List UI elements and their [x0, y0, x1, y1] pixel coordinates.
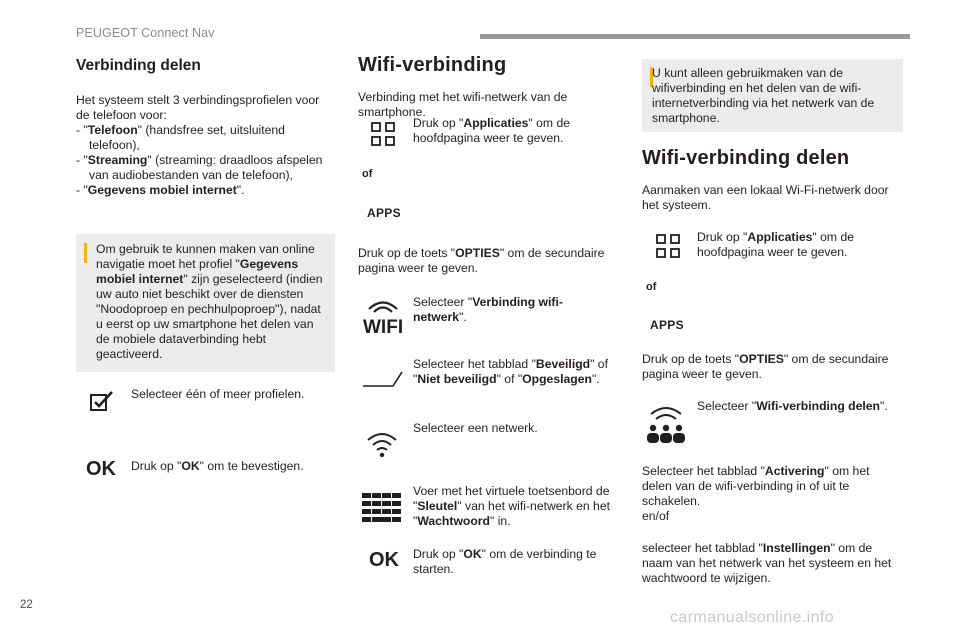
- note-accent-bar: [84, 243, 87, 263]
- step-press-applicaties-share: Druk op "Applicaties" om de hoofdpagina weer te geven.: [697, 230, 855, 259]
- apps-button-icon: APPS: [367, 206, 401, 220]
- tab-icon: [362, 370, 404, 388]
- page-header-title: PEUGEOT Connect Nav: [76, 26, 215, 40]
- step-start-connection: Druk op "OK" om de verbinding te starten.: [413, 547, 597, 576]
- step-select-tab: Selecteer het tabblad "Beveiligd" of "Niet beveiligd" of "Opgeslagen".: [413, 357, 608, 386]
- profile-item-streaming: - "Streaming" (streaming: draadloos afspelen van audiobestanden van de telefoon),: [76, 153, 323, 182]
- info-note-wifi-sharing: [642, 59, 903, 132]
- step-confirm-ok: Druk op "OK" om te bevestigen.: [131, 459, 304, 473]
- or-label: of: [646, 281, 657, 293]
- wifi-signal-icon: [366, 297, 400, 314]
- section-heading-wifi-verbinding: Wifi-verbinding: [358, 54, 507, 76]
- wifi-share-intro: Aanmaken van een lokaal Wi-Fi-netwerk door het systeem.: [642, 183, 889, 212]
- watermark: carmanualsonline.info: [670, 609, 835, 626]
- apps-grid-icon: [656, 234, 680, 258]
- intro-sentence: Het systeem stelt 3 verbindingsprofielen voor de telefoon voor:: [76, 93, 320, 122]
- wifi-network-icon: [366, 430, 398, 458]
- step-select-activering: Selecteer het tabblad "Activering" om het delen van de wifi-verbinding in of uit te schakelen. en/of: [642, 464, 870, 523]
- or-label: of: [362, 168, 373, 180]
- step-press-opties-share: Druk op de toets "OPTIES" om de secundaire pagina weer te geven.: [642, 352, 889, 381]
- note-text: Om gebruik te kunnen maken van online navigatie moet het profiel "Gegevens mobiel internet" zijn geselecteerd (indien uw auto niet beschikt over de diensten "Noodoproep en pechhulpoproep"), nadat u eerst op uw smartphone het delen van de mobiele dataverbinding hebt geactiveerd.: [96, 242, 323, 361]
- step-select-profiles: Selecteer één of meer profielen.: [131, 387, 305, 401]
- profile-item-gegevens: - "Gegevens mobiel internet".: [76, 183, 245, 197]
- note-text: U kunt alleen gebruikmaken van de wifiverbinding en het delen van de wifi-internetverbinding via het netwerk van de smartphone.: [652, 66, 875, 125]
- step-select-instellingen: selecteer het tabblad "Instellingen" om de naam van het netwerk van het systeem en het wachtwoord te wijzigen.: [642, 541, 892, 585]
- step-press-opties: Druk op de toets "OPTIES" om de secundaire pagina weer te geven.: [358, 246, 605, 275]
- step-enter-key-password: Voer met het virtuele toetsenbord de "Sleutel" van het wifi-netwerk en het "Wachtwoord" in.: [413, 484, 610, 528]
- wifi-intro: Verbinding met het wifi-netwerk van de smartphone.: [358, 90, 568, 119]
- section-heading-wifi-verbinding-delen: Wifi-verbinding delen: [642, 147, 850, 169]
- step-select-wifi-share: Selecteer "Wifi-verbinding delen".: [697, 399, 888, 413]
- step-press-applicaties: Druk op "Applicaties" om de hoofdpagina weer te geven.: [413, 116, 571, 145]
- wifi-share-icon: [645, 404, 687, 444]
- keyboard-icon: [362, 493, 402, 523]
- step-select-network: Selecteer een netwerk.: [413, 421, 538, 435]
- ok-icon: OK: [86, 458, 116, 480]
- apps-grid-icon: [371, 122, 395, 146]
- header-bar: [480, 34, 910, 39]
- wifi-label-icon: WIFI: [363, 317, 404, 338]
- checkbox-icon: [90, 390, 114, 412]
- profile-item-telefoon: - "Telefoon" (handsfree set, uitsluitend telefoon),: [76, 123, 285, 152]
- step-select-verbinding-wifi: Selecteer "Verbinding wifi-netwerk".: [413, 295, 563, 324]
- info-note-online-navigation: [76, 234, 335, 372]
- apps-button-icon: APPS: [650, 318, 684, 332]
- intro-text: [76, 93, 336, 198]
- page-number: 22: [20, 599, 33, 611]
- section-heading-verbinding-delen: Verbinding delen: [76, 57, 201, 74]
- ok-icon-wifi: OK: [369, 549, 399, 571]
